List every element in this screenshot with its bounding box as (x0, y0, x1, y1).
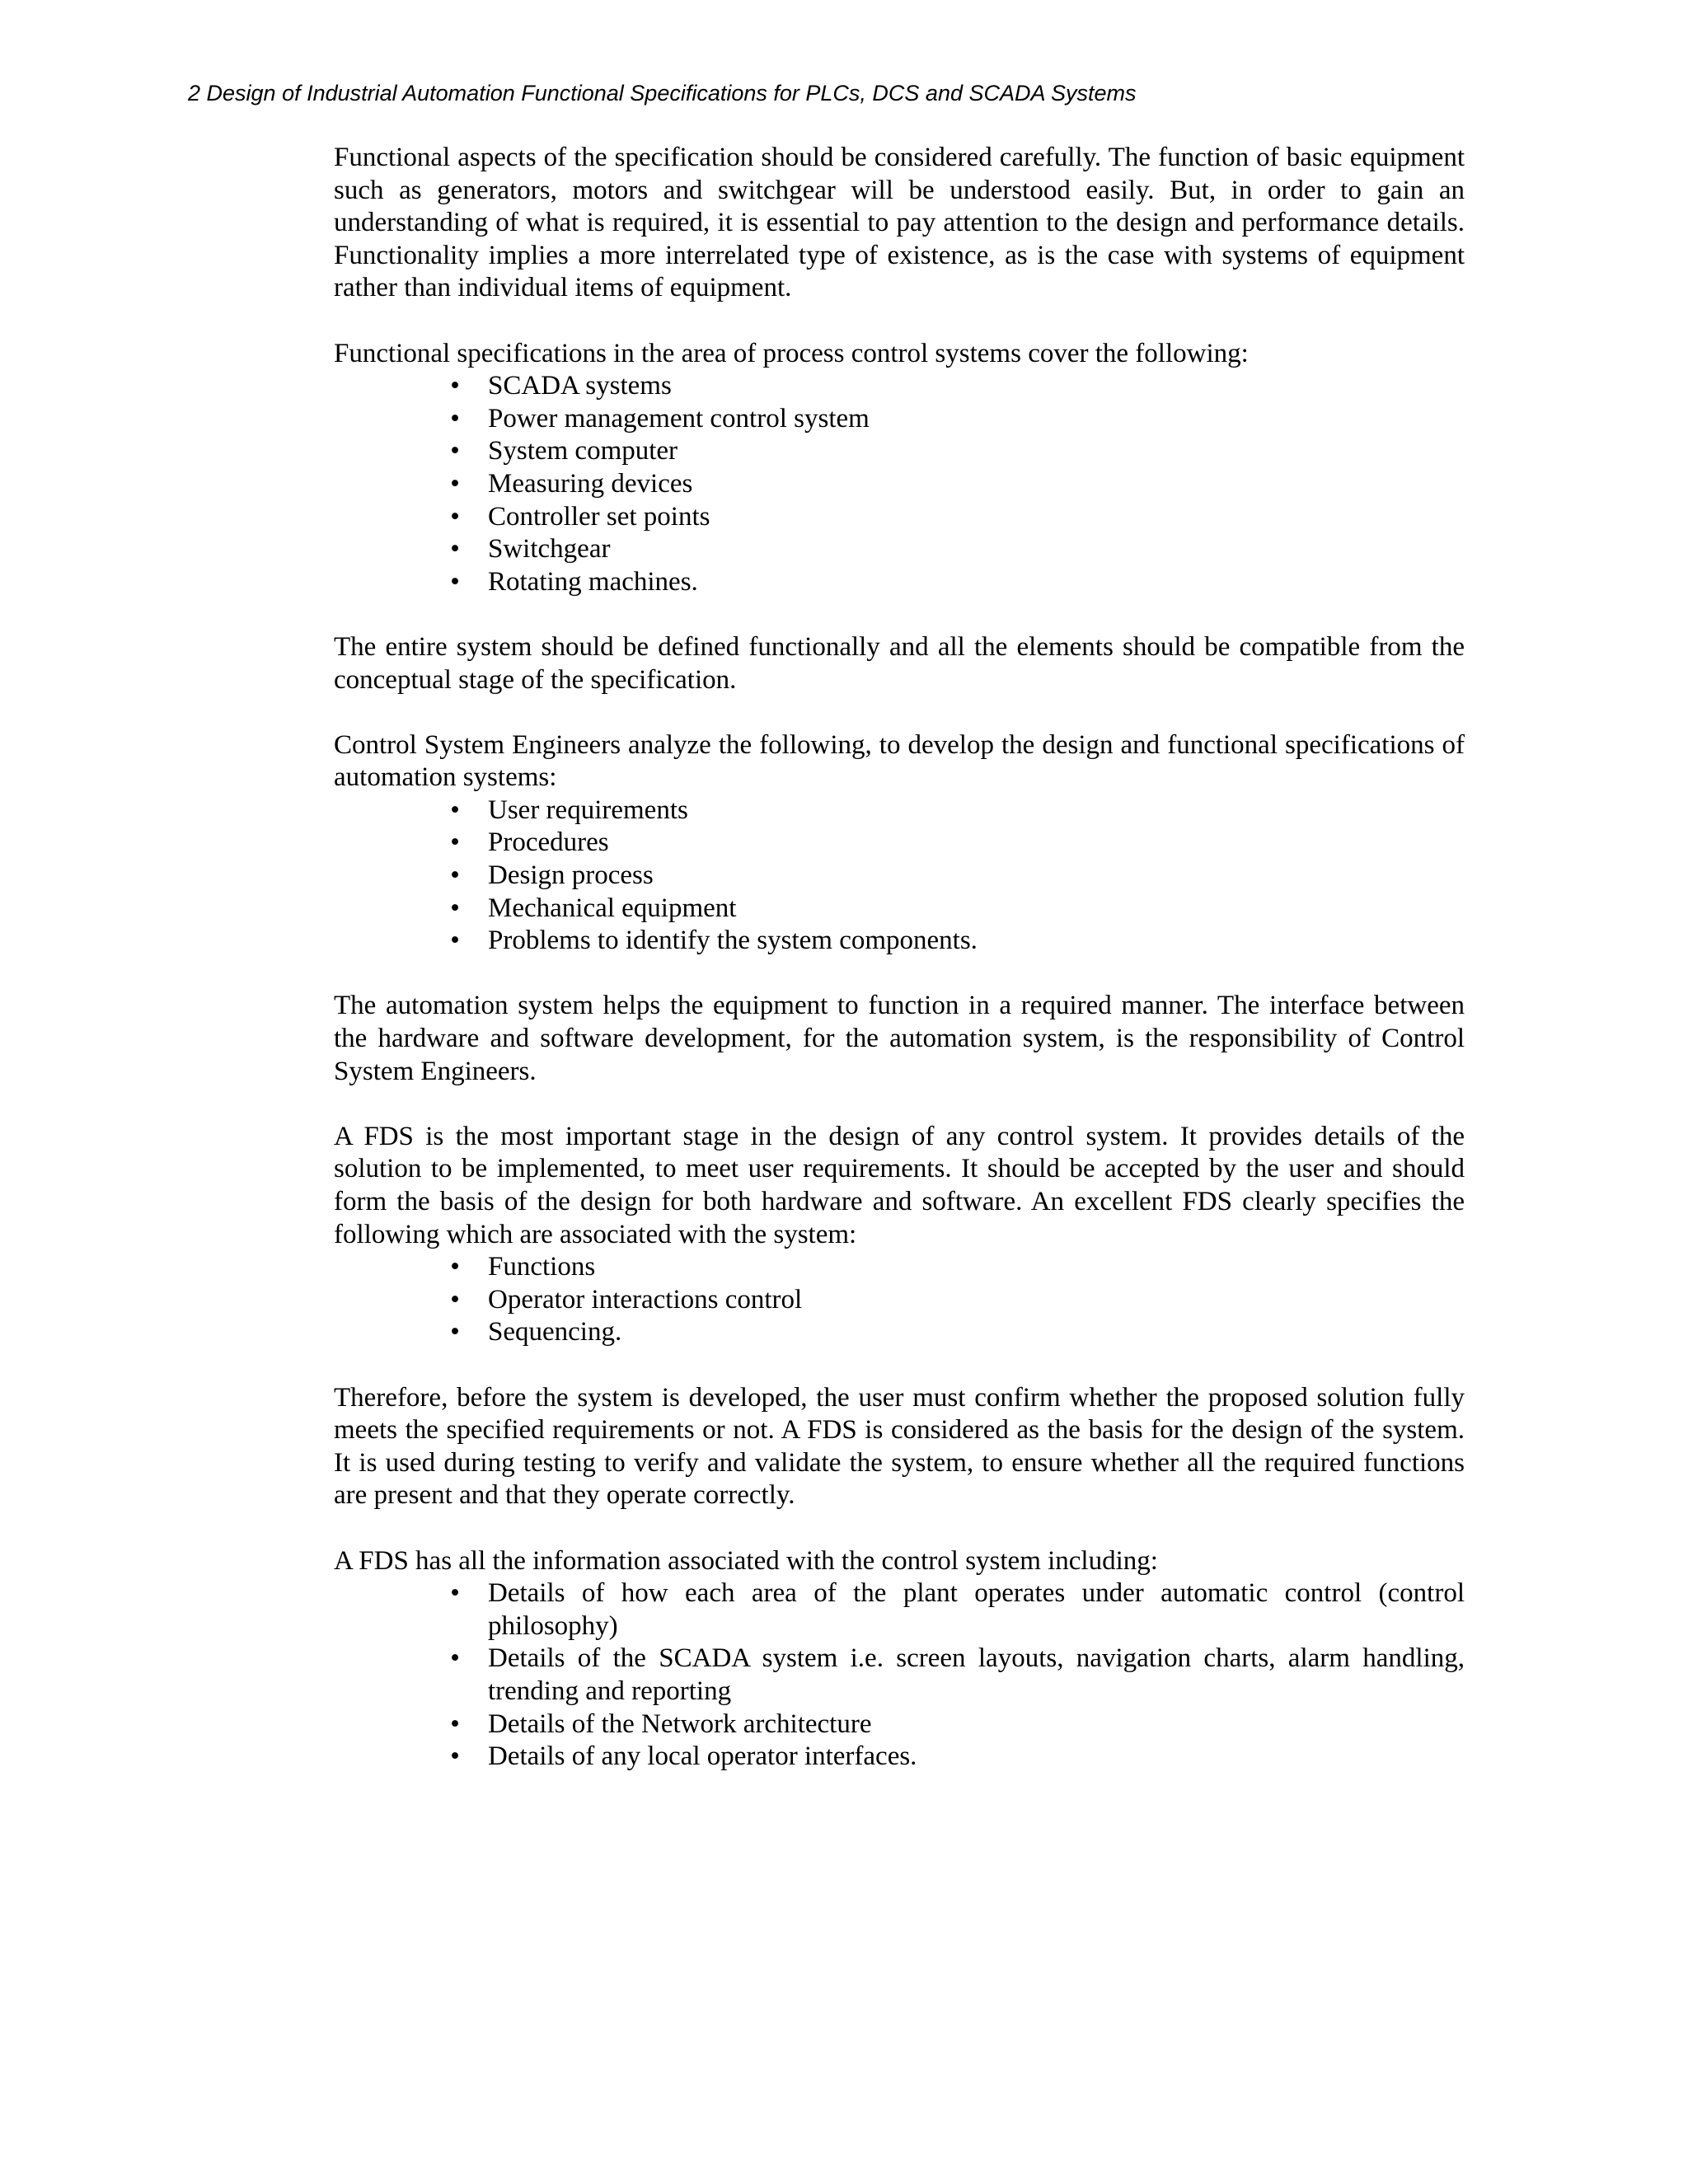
list-item-text: Details of how each area of the plant operates under automatic control (control philosophy) (488, 1578, 1465, 1641)
paragraph-user-confirmation: Therefore, before the system is developed, the user must confirm whether the proposed solution fully meets the specified requirements or not. A FDS is considered as the basis for the design of the system. It is used during testing to verify and validate the system, to ensure whether all the required functions are present and that they operate correctly. (334, 1382, 1465, 1511)
list-item-text: Operator interactions control (488, 1284, 803, 1315)
bullet-icon: • (450, 1284, 460, 1315)
bullet-icon: • (450, 1708, 460, 1739)
list-item-text: Mechanical equipment (488, 893, 737, 923)
bullet-icon: • (450, 827, 460, 858)
bullet-icon: • (450, 860, 460, 891)
bullet-icon: • (450, 566, 460, 597)
list-item (334, 1577, 1465, 1643)
page-body (334, 142, 1465, 1774)
list-item-text: System computer (488, 436, 678, 466)
paragraph-automation-system: The automation system helps the equipment to function in a required manner. The interface between the hardware and software development, for the automation system, is the responsibility of Control System Engineers. (334, 991, 1465, 1086)
list-item (334, 1251, 1465, 1284)
list-item (334, 1643, 1465, 1708)
list-item-text: Switchgear (488, 534, 611, 565)
list-item (334, 1741, 1465, 1774)
list-item-text: Problems to identify the system components. (488, 926, 978, 956)
bullet-icon: • (450, 1578, 460, 1609)
list-item-text: User requirements (488, 794, 688, 825)
bullet-list-process-control (334, 370, 1465, 598)
bullet-icon: • (450, 926, 460, 956)
list-item (334, 533, 1465, 566)
paragraph-fds-information: A FDS has all the information associated with the control system including: (334, 1545, 1158, 1576)
bullet-icon: • (450, 371, 460, 401)
list-item (334, 794, 1465, 827)
list-item (334, 860, 1465, 893)
bullet-list-fds-specifies (334, 1251, 1465, 1349)
paragraph-entire-system: The entire system should be defined functionally and all the elements should be compatible from the conceptual stage of the specification. (334, 631, 1465, 695)
list-item-text: Design process (488, 860, 654, 891)
bullet-icon: • (450, 468, 460, 499)
bullet-list-fds-information (334, 1577, 1465, 1774)
list-item (334, 403, 1465, 436)
list-item (334, 566, 1465, 599)
list-item (334, 827, 1465, 860)
bullet-icon: • (450, 1317, 460, 1347)
paragraph-control-system-engineers: Control System Engineers analyze the following, to develop the design and functional specifications of automation systems: (334, 729, 1465, 793)
running-header: 2 Design of Industrial Automation Functional Specifications for PLCs, DCS and SCADA Systems (188, 81, 1137, 105)
list-item (334, 1316, 1465, 1349)
list-item (334, 501, 1465, 534)
bullet-icon: • (450, 436, 460, 466)
list-item-text: Measuring devices (488, 468, 693, 499)
list-item (334, 370, 1465, 403)
bullet-list-engineer-analysis (334, 794, 1465, 958)
bullet-icon: • (450, 893, 460, 923)
bullet-icon: • (450, 1252, 460, 1282)
list-item-text: Details of any local operator interfaces. (488, 1741, 917, 1772)
bullet-icon: • (450, 1741, 460, 1772)
paragraph-fds-importance: A FDS is the most important stage in the design of any control system. It provides details of the solution to be implemented, to meet user requirements. It should be accepted by the user and should form the basis of the design for both hardware and software. An excellent FDS clearly specifies the following which are associated with the system: (334, 1121, 1465, 1249)
paragraph-functional-aspects: Functional aspects of the specification should be considered carefully. The function of basic equipment such as generators, motors and switchgear will be understood easily. But, in order to gain an understanding of what is required, it is essential to pay attention to the design and performance details. Functionality implies a more interrelated type of existence, as is the case with systems of equipment rather than individual items of equipment. (334, 143, 1465, 303)
list-item-text: SCADA systems (488, 371, 672, 401)
bullet-icon: • (450, 794, 460, 825)
list-item-text: Details of the SCADA system i.e. screen layouts, navigation charts, alarm handling, trending and reporting (488, 1643, 1465, 1706)
list-item-text: Rotating machines. (488, 566, 698, 597)
list-item (334, 893, 1465, 926)
bullet-icon: • (450, 1643, 460, 1674)
paragraph-functional-specifications-intro: Functional specifications in the area of process control systems cover the following: (334, 338, 1249, 368)
list-item (334, 435, 1465, 468)
list-item (334, 468, 1465, 501)
list-item (334, 925, 1465, 958)
list-item-text: Procedures (488, 827, 609, 858)
bullet-icon: • (450, 403, 460, 434)
list-item-text: Functions (488, 1252, 596, 1282)
list-item (334, 1284, 1465, 1317)
bullet-icon: • (450, 501, 460, 532)
list-item-text: Details of the Network architecture (488, 1708, 872, 1739)
list-item (334, 1708, 1465, 1741)
list-item-text: Controller set points (488, 501, 710, 532)
list-item-text: Power management control system (488, 403, 870, 434)
bullet-icon: • (450, 534, 460, 565)
list-item-text: Sequencing. (488, 1317, 622, 1347)
